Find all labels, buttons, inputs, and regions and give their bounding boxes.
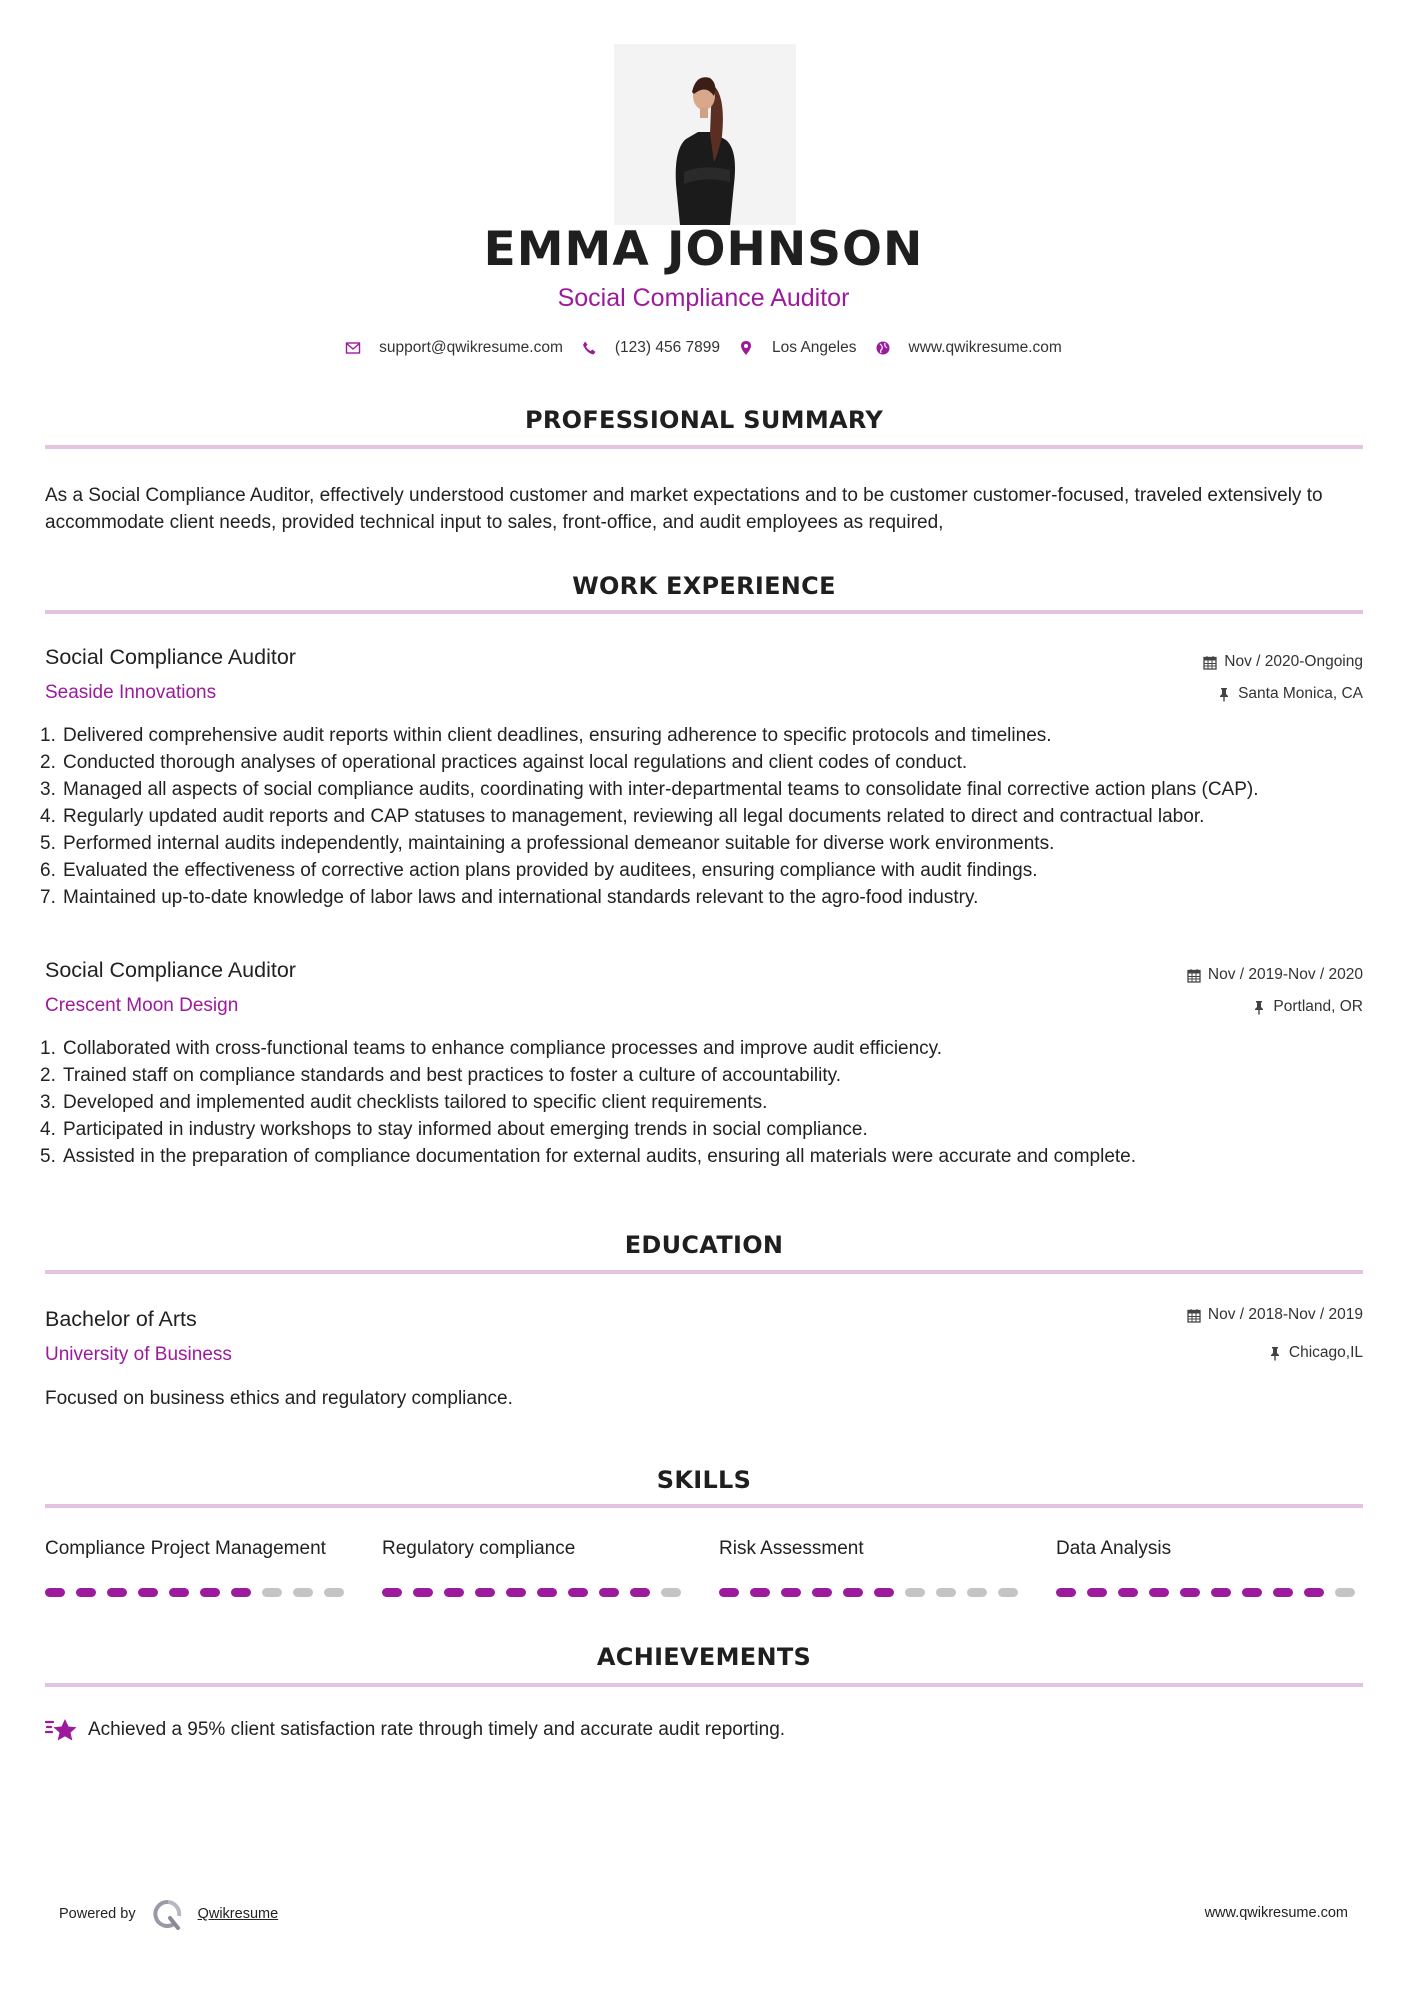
bullet-item: 4. Participated in industry workshops to stay informed about emerging trends in social compliance. bbox=[40, 1119, 868, 1140]
section-divider bbox=[45, 445, 1363, 449]
phone-icon bbox=[581, 340, 597, 356]
skill-pill-filled bbox=[107, 1588, 127, 1597]
bullet-item: 4. Regularly updated audit reports and CAP statuses to management, reviewing all legal documents related to direct and contractual labor. bbox=[40, 806, 1205, 827]
section-heading-experience: WORK EXPERIENCE bbox=[572, 572, 836, 600]
job-location bbox=[1217, 685, 1363, 703]
contact-phone[interactable] bbox=[581, 339, 720, 357]
skill-item bbox=[45, 1538, 365, 1560]
bullet-item: 6. Evaluated the effectiveness of corrective action plans provided by auditees, ensuring compliance with audit findings. bbox=[40, 860, 1038, 881]
skill-pill-filled bbox=[599, 1588, 619, 1597]
job-bullets bbox=[40, 722, 1370, 911]
skill-pill-empty bbox=[293, 1588, 313, 1597]
education-dates-text: Nov / 2018-Nov / 2019 bbox=[1207, 1306, 1363, 1323]
skill-name: Data Analysis bbox=[1056, 1538, 1172, 1559]
skill-pill-empty bbox=[936, 1588, 956, 1597]
skill-pill-filled bbox=[568, 1588, 588, 1597]
envelope-icon bbox=[345, 340, 361, 356]
footer-website[interactable]: www.qwikresume.com bbox=[1204, 1905, 1348, 1921]
skill-pill-filled bbox=[537, 1588, 557, 1597]
job-dates-text: Nov / 2020-Ongoing bbox=[1224, 653, 1363, 670]
skill-pill-filled bbox=[382, 1588, 402, 1597]
skill-level-meter bbox=[45, 1588, 355, 1597]
section-heading-achievements: ACHIEVEMENTS bbox=[596, 1643, 812, 1671]
skill-pill-filled bbox=[812, 1588, 832, 1597]
skill-pill-filled bbox=[76, 1588, 96, 1597]
degree-title: Bachelor of Arts bbox=[45, 1307, 197, 1331]
map-pin-icon bbox=[738, 340, 754, 356]
contact-location bbox=[738, 339, 856, 357]
bullet-item: 5. Assisted in the preparation of compliance documentation for external audits, ensuring all materials were accurate and complete. bbox=[40, 1146, 1137, 1167]
job-dates-text: Nov / 2019-Nov / 2020 bbox=[1207, 966, 1363, 983]
calendar-icon bbox=[1203, 655, 1217, 670]
job-bullets bbox=[40, 1035, 1370, 1170]
skill-pill-filled bbox=[1056, 1588, 1076, 1597]
skill-pill-filled bbox=[1242, 1588, 1262, 1597]
section-heading-summary: PROFESSIONAL SUMMARY bbox=[524, 406, 884, 434]
skill-pill-filled bbox=[444, 1588, 464, 1597]
job-location bbox=[1252, 998, 1363, 1016]
education-description: Focused on business ethics and regulatory compliance. bbox=[45, 1388, 513, 1409]
skill-pill-empty bbox=[967, 1588, 987, 1597]
skill-pill-filled bbox=[506, 1588, 526, 1597]
section-divider bbox=[45, 610, 1363, 614]
summary-text: As a Social Compliance Auditor, effectively understood customer and market expectations and to be customer customer-focused, traveled extensively to accommodate client needs, provided technical input to sales, front-office, and audit employees as required, bbox=[45, 485, 1323, 533]
contact-email-text: support@qwikresume.com bbox=[379, 339, 563, 356]
skill-level-meter bbox=[1056, 1588, 1366, 1597]
job-dates bbox=[1187, 966, 1363, 984]
contact-email[interactable] bbox=[345, 339, 563, 357]
skill-pill-filled bbox=[1211, 1588, 1231, 1597]
bullet-item: 3. Managed all aspects of social compliance audits, coordinating with inter-departmental teams to consolidate final corrective action plans (CAP). bbox=[40, 779, 1259, 800]
skill-level-meter bbox=[382, 1588, 692, 1597]
profile-photo bbox=[614, 44, 796, 225]
education-location bbox=[1268, 1344, 1363, 1362]
skill-pill-filled bbox=[169, 1588, 189, 1597]
achievement-text: Achieved a 95% client satisfaction rate through timely and accurate audit reporting. bbox=[88, 1719, 786, 1740]
calendar-icon bbox=[1187, 968, 1201, 983]
pushpin-icon bbox=[1217, 687, 1231, 702]
skill-pill-empty bbox=[1335, 1588, 1355, 1597]
job-dates bbox=[1203, 653, 1363, 671]
bullet-item: 7. Maintained up-to-date knowledge of labor laws and international standards relevant to the agro-food industry. bbox=[40, 887, 979, 908]
skill-pill-filled bbox=[719, 1588, 739, 1597]
section-divider bbox=[45, 1683, 1363, 1687]
skill-pill-empty bbox=[998, 1588, 1018, 1597]
skill-pill-filled bbox=[413, 1588, 433, 1597]
skill-pill-filled bbox=[231, 1588, 251, 1597]
skill-pill-filled bbox=[750, 1588, 770, 1597]
school-name: University of Business bbox=[45, 1344, 232, 1365]
section-divider bbox=[45, 1504, 1363, 1508]
bullet-item: 3. Developed and implemented audit checklists tailored to specific client requirements. bbox=[40, 1092, 768, 1113]
pushpin-icon bbox=[1268, 1346, 1282, 1361]
contact-phone-text: (123) 456 7899 bbox=[614, 339, 721, 356]
skill-pill-empty bbox=[324, 1588, 344, 1597]
skill-name: Regulatory compliance bbox=[382, 1538, 576, 1559]
bullet-item: 1. Collaborated with cross-functional teams to enhance compliance processes and improve audit efficiency. bbox=[40, 1038, 943, 1059]
skill-pill-filled bbox=[1149, 1588, 1169, 1597]
footer-powered-by bbox=[59, 1898, 278, 1930]
bullet-item: 5. Performed internal audits independently, maintaining a professional demeanor suitable for diverse work environments. bbox=[40, 833, 1055, 854]
skill-item bbox=[1056, 1538, 1376, 1560]
job-location-text: Santa Monica, CA bbox=[1238, 685, 1363, 702]
shooting-star-icon bbox=[45, 1717, 78, 1743]
skill-item bbox=[382, 1538, 702, 1560]
qwikresume-link[interactable]: Qwikresume bbox=[197, 1906, 279, 1922]
skill-name: Compliance Project Management bbox=[45, 1538, 326, 1559]
skill-pill-empty bbox=[905, 1588, 925, 1597]
skill-pill-filled bbox=[1304, 1588, 1324, 1597]
candidate-title: Social Compliance Auditor bbox=[557, 284, 850, 312]
contact-website-text: www.qwikresume.com bbox=[908, 339, 1062, 356]
powered-by-label: Powered by bbox=[59, 1906, 136, 1922]
skill-pill-filled bbox=[475, 1588, 495, 1597]
candidate-name: EMMA JOHNSON bbox=[483, 222, 924, 277]
skill-pill-filled bbox=[1118, 1588, 1138, 1597]
skill-pill-filled bbox=[138, 1588, 158, 1597]
education-dates bbox=[1187, 1306, 1363, 1324]
job-company: Seaside Innovations bbox=[45, 682, 217, 703]
qwikresume-logo-icon bbox=[152, 1898, 184, 1930]
skill-pill-filled bbox=[200, 1588, 220, 1597]
skill-pill-filled bbox=[1180, 1588, 1200, 1597]
skill-pill-filled bbox=[874, 1588, 894, 1597]
skill-pill-filled bbox=[45, 1588, 65, 1597]
achievement-item bbox=[45, 1717, 785, 1743]
bullet-item: 2. Conducted thorough analyses of operational practices against local regulations and client codes of conduct. bbox=[40, 752, 968, 773]
skill-pill-filled bbox=[843, 1588, 863, 1597]
section-divider bbox=[45, 1270, 1363, 1274]
bullet-item: 2. Trained staff on compliance standards and best practices to foster a culture of accountability. bbox=[40, 1065, 842, 1086]
job-company: Crescent Moon Design bbox=[45, 995, 239, 1016]
skill-pill-filled bbox=[630, 1588, 650, 1597]
contact-location-text: Los Angeles bbox=[772, 339, 857, 356]
contact-website[interactable] bbox=[875, 339, 1062, 357]
job-title: Social Compliance Auditor bbox=[45, 645, 296, 669]
globe-icon bbox=[875, 340, 891, 356]
bullet-item: 1. Delivered comprehensive audit reports within client deadlines, ensuring adherence to specific protocols and timelines. bbox=[40, 725, 1052, 746]
pushpin-icon bbox=[1252, 1000, 1266, 1015]
job-title: Social Compliance Auditor bbox=[45, 958, 296, 982]
calendar-icon bbox=[1187, 1308, 1201, 1323]
section-heading-skills: SKILLS bbox=[656, 1466, 752, 1494]
skill-pill-filled bbox=[1273, 1588, 1293, 1597]
skill-item bbox=[719, 1538, 1039, 1560]
contact-row bbox=[0, 339, 1407, 357]
education-location-text: Chicago,IL bbox=[1288, 1344, 1363, 1361]
skill-pill-empty bbox=[262, 1588, 282, 1597]
skill-pill-filled bbox=[1087, 1588, 1107, 1597]
skill-pill-filled bbox=[781, 1588, 801, 1597]
section-heading-education: EDUCATION bbox=[624, 1231, 784, 1259]
skill-pill-empty bbox=[661, 1588, 681, 1597]
skill-level-meter bbox=[719, 1588, 1029, 1597]
skill-name: Risk Assessment bbox=[719, 1538, 864, 1559]
job-location-text: Portland, OR bbox=[1273, 998, 1363, 1015]
